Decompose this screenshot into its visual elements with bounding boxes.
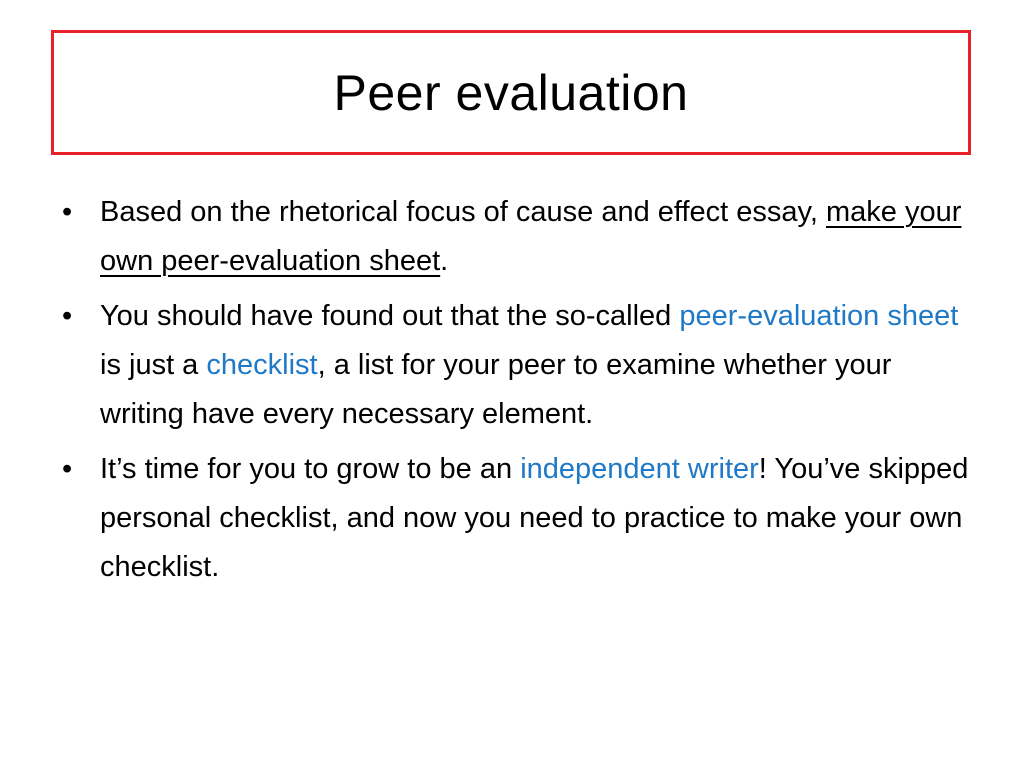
bullet-text-segment: Based on the rhetorical focus of cause and effect essay, — [100, 196, 826, 228]
bullet-text-segment: is just a — [100, 349, 207, 381]
bullet-text-segment: You should have found out that the so-called — [100, 300, 680, 332]
bullet-marker: • — [62, 453, 73, 485]
bullet-list — [62, 188, 972, 598]
underlined-phrase: make your own peer-evaluation sheet — [100, 196, 962, 277]
slide-title: Peer evaluation — [333, 64, 689, 121]
bullet-item — [62, 445, 972, 592]
bullet-text-segment: ! You’ve skipped personal checklist, and now you need to practice to make your own checklist. — [100, 453, 969, 583]
bullet-text-segment: , a list for your peer to examine whether your writing have every necessary element. — [100, 349, 892, 430]
bullet-text-segment: . — [440, 245, 449, 277]
highlighted-term: independent writer — [520, 453, 759, 485]
highlighted-term: checklist — [206, 349, 318, 381]
bullet-item — [62, 188, 972, 286]
title-box — [51, 30, 971, 155]
bullet-marker: • — [62, 300, 73, 332]
bullet-text-segment: It’s time for you to grow to be an — [100, 453, 521, 485]
bullet-marker: • — [62, 196, 73, 228]
highlighted-term: peer-evaluation sheet — [679, 300, 959, 332]
bullet-item — [62, 292, 972, 439]
